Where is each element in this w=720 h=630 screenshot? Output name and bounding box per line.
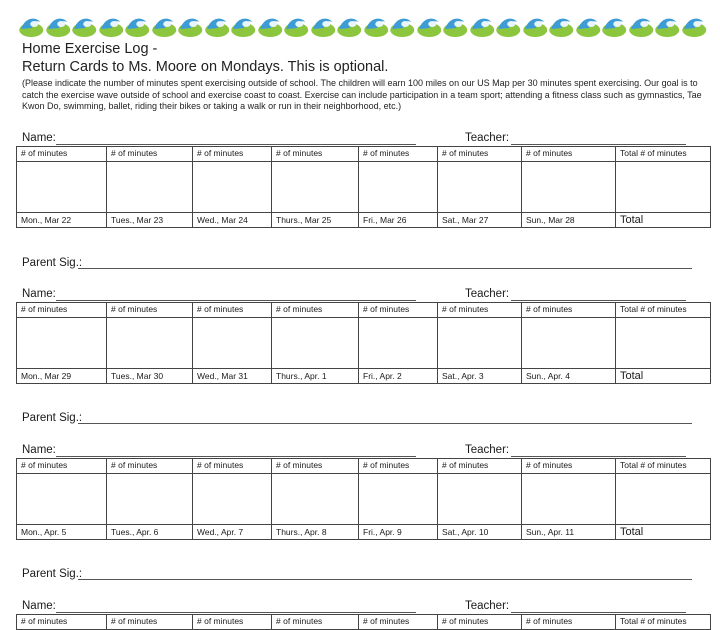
- minutes-header: # of minutes: [359, 459, 438, 474]
- day-label: Mon., Mar 22: [17, 213, 107, 228]
- parent-signature-line[interactable]: [22, 568, 692, 582]
- wave-icon: [442, 10, 469, 40]
- minutes-entry-cell[interactable]: [359, 162, 438, 213]
- total-entry-cell[interactable]: [616, 474, 711, 525]
- teacher-field[interactable]: [511, 144, 686, 145]
- wave-icon: [681, 10, 708, 40]
- minutes-header: # of minutes: [359, 147, 438, 162]
- day-label: Fri., Mar 26: [359, 213, 438, 228]
- instructions-text: (Please indicate the number of minutes spent exercising outside of school. The children will earn 100 miles on our US Map per 30 minutes spent exercising. Our goal is to catch the exercise wave outside of school and exercise coast to coast. Exercise can include participation in a team sport; attending a fitness class such as gymnastics, Tae Kwon Do, swimming, ballet, riding their bikes or taking a walk or run in their neighborhood, etc.): [22, 78, 702, 111]
- wave-icon: [601, 10, 628, 40]
- minutes-header: # of minutes: [17, 303, 107, 318]
- day-label: Wed., Apr. 7: [193, 525, 272, 540]
- day-label: Sat., Mar 27: [438, 213, 522, 228]
- wave-icon: [257, 10, 284, 40]
- minutes-header: # of minutes: [359, 615, 438, 630]
- wave-icon: [336, 10, 363, 40]
- week-section: [16, 288, 712, 384]
- teacher-label: Teacher:: [465, 444, 510, 456]
- week-section: [16, 444, 712, 540]
- day-label: Thurs., Apr. 8: [272, 525, 359, 540]
- minutes-header: # of minutes: [193, 303, 272, 318]
- day-label: Sat., Apr. 10: [438, 525, 522, 540]
- minutes-header: # of minutes: [193, 615, 272, 630]
- minutes-entry-cell[interactable]: [107, 162, 193, 213]
- day-label: Thurs., Apr. 1: [272, 369, 359, 384]
- wave-icon: [575, 10, 602, 40]
- wave-icon: [654, 10, 681, 40]
- day-label: Sat., Apr. 3: [438, 369, 522, 384]
- wave-border: [18, 10, 718, 40]
- minutes-entry-cell[interactable]: [17, 162, 107, 213]
- minutes-entry-cell[interactable]: [107, 474, 193, 525]
- wave-icon: [416, 10, 443, 40]
- minutes-entry-cell[interactable]: [438, 162, 522, 213]
- wave-icon: [71, 10, 98, 40]
- minutes-header: # of minutes: [17, 147, 107, 162]
- name-field[interactable]: [56, 456, 416, 457]
- minutes-entry-cell[interactable]: [107, 318, 193, 369]
- minutes-table: [16, 614, 711, 630]
- minutes-entry-cell[interactable]: [193, 162, 272, 213]
- minutes-entry-cell[interactable]: [272, 162, 359, 213]
- day-label: Tues., Mar 23: [107, 213, 193, 228]
- total-entry-cell[interactable]: [616, 162, 711, 213]
- wave-icon: [45, 10, 72, 40]
- teacher-label: Teacher:: [465, 288, 510, 300]
- minutes-table: [16, 458, 711, 540]
- parent-sig-label: Parent Sig.:: [22, 257, 83, 269]
- minutes-table: [16, 302, 711, 384]
- minutes-header: # of minutes: [272, 147, 359, 162]
- parent-signature-line[interactable]: [22, 412, 692, 426]
- minutes-entry-cell[interactable]: [522, 162, 616, 213]
- minutes-entry-cell[interactable]: [522, 318, 616, 369]
- day-label: Mon., Mar 29: [17, 369, 107, 384]
- day-label: Wed., Mar 24: [193, 213, 272, 228]
- total-minutes-header: Total # of minutes: [616, 303, 711, 318]
- total-minutes-header: Total # of minutes: [616, 615, 711, 630]
- wave-icon: [389, 10, 416, 40]
- total-minutes-header: Total # of minutes: [616, 147, 711, 162]
- wave-icon: [18, 10, 45, 40]
- name-field[interactable]: [56, 144, 416, 145]
- name-teacher-line: [16, 600, 712, 614]
- minutes-entry-cell[interactable]: [193, 474, 272, 525]
- minutes-entry-cell[interactable]: [193, 318, 272, 369]
- name-teacher-line: [16, 288, 712, 302]
- minutes-header: # of minutes: [107, 615, 193, 630]
- minutes-entry-cell[interactable]: [359, 474, 438, 525]
- day-label: Sun., Mar 28: [522, 213, 616, 228]
- minutes-header: # of minutes: [107, 303, 193, 318]
- parent-sig-label: Parent Sig.:: [22, 568, 83, 580]
- minutes-header: # of minutes: [193, 459, 272, 474]
- name-field[interactable]: [56, 300, 416, 301]
- name-label: Name:: [22, 132, 56, 144]
- day-label: Sun., Apr. 11: [522, 525, 616, 540]
- minutes-header: # of minutes: [438, 459, 522, 474]
- day-label: Tues., Mar 30: [107, 369, 193, 384]
- total-minutes-header: Total # of minutes: [616, 459, 711, 474]
- teacher-label: Teacher:: [465, 600, 510, 612]
- minutes-entry-cell[interactable]: [438, 474, 522, 525]
- wave-icon: [548, 10, 575, 40]
- wave-icon: [204, 10, 231, 40]
- minutes-header: # of minutes: [272, 615, 359, 630]
- minutes-header: # of minutes: [17, 615, 107, 630]
- wave-icon: [151, 10, 178, 40]
- wave-icon: [495, 10, 522, 40]
- minutes-header: # of minutes: [107, 147, 193, 162]
- minutes-entry-cell[interactable]: [17, 474, 107, 525]
- wave-icon: [230, 10, 257, 40]
- minutes-header: # of minutes: [438, 303, 522, 318]
- day-label: Wed., Mar 31: [193, 369, 272, 384]
- minutes-entry-cell[interactable]: [438, 318, 522, 369]
- minutes-header: # of minutes: [438, 615, 522, 630]
- title-line-2: Return Cards to Ms. Moore on Mondays. This is optional.: [22, 59, 389, 75]
- wave-icon: [363, 10, 390, 40]
- minutes-entry-cell[interactable]: [272, 318, 359, 369]
- minutes-header: # of minutes: [359, 303, 438, 318]
- week-section: [16, 132, 712, 228]
- minutes-entry-cell[interactable]: [359, 318, 438, 369]
- parent-signature-line[interactable]: [22, 257, 692, 271]
- minutes-header: # of minutes: [272, 459, 359, 474]
- day-label: Mon., Apr. 5: [17, 525, 107, 540]
- minutes-entry-cell[interactable]: [17, 318, 107, 369]
- teacher-field[interactable]: [511, 612, 686, 613]
- week-section-partial: [16, 600, 712, 630]
- minutes-header: # of minutes: [522, 303, 616, 318]
- wave-icon: [522, 10, 549, 40]
- minutes-header: # of minutes: [17, 459, 107, 474]
- parent-sig-label: Parent Sig.:: [22, 412, 83, 424]
- name-label: Name:: [22, 600, 56, 612]
- minutes-header: # of minutes: [522, 147, 616, 162]
- minutes-header: # of minutes: [193, 147, 272, 162]
- minutes-entry-cell[interactable]: [272, 474, 359, 525]
- wave-icon: [124, 10, 151, 40]
- name-label: Name:: [22, 288, 56, 300]
- day-label: Sun., Apr. 4: [522, 369, 616, 384]
- wave-icon: [283, 10, 310, 40]
- minutes-header: # of minutes: [522, 459, 616, 474]
- name-teacher-line: [16, 132, 712, 146]
- total-label: Total: [616, 213, 711, 228]
- total-label: Total: [616, 525, 711, 540]
- log-header: [22, 40, 712, 113]
- minutes-header: # of minutes: [107, 459, 193, 474]
- day-label: Thurs., Mar 25: [272, 213, 359, 228]
- total-entry-cell[interactable]: [616, 318, 711, 369]
- wave-icon: [177, 10, 204, 40]
- teacher-field[interactable]: [511, 300, 686, 301]
- minutes-header: # of minutes: [272, 303, 359, 318]
- wave-icon: [98, 10, 125, 40]
- day-label: Fri., Apr. 2: [359, 369, 438, 384]
- teacher-label: Teacher:: [465, 132, 510, 144]
- minutes-entry-cell[interactable]: [522, 474, 616, 525]
- minutes-header: # of minutes: [522, 615, 616, 630]
- day-label: Fri., Apr. 9: [359, 525, 438, 540]
- day-label: Tues., Apr. 6: [107, 525, 193, 540]
- minutes-header: # of minutes: [438, 147, 522, 162]
- name-teacher-line: [16, 444, 712, 458]
- wave-icon: [310, 10, 337, 40]
- name-field[interactable]: [56, 612, 416, 613]
- wave-icon: [469, 10, 496, 40]
- wave-icon: [628, 10, 655, 40]
- minutes-table: [16, 146, 711, 228]
- total-label: Total: [616, 369, 711, 384]
- name-label: Name:: [22, 444, 56, 456]
- teacher-field[interactable]: [511, 456, 686, 457]
- title-line-1: Home Exercise Log -: [22, 41, 158, 57]
